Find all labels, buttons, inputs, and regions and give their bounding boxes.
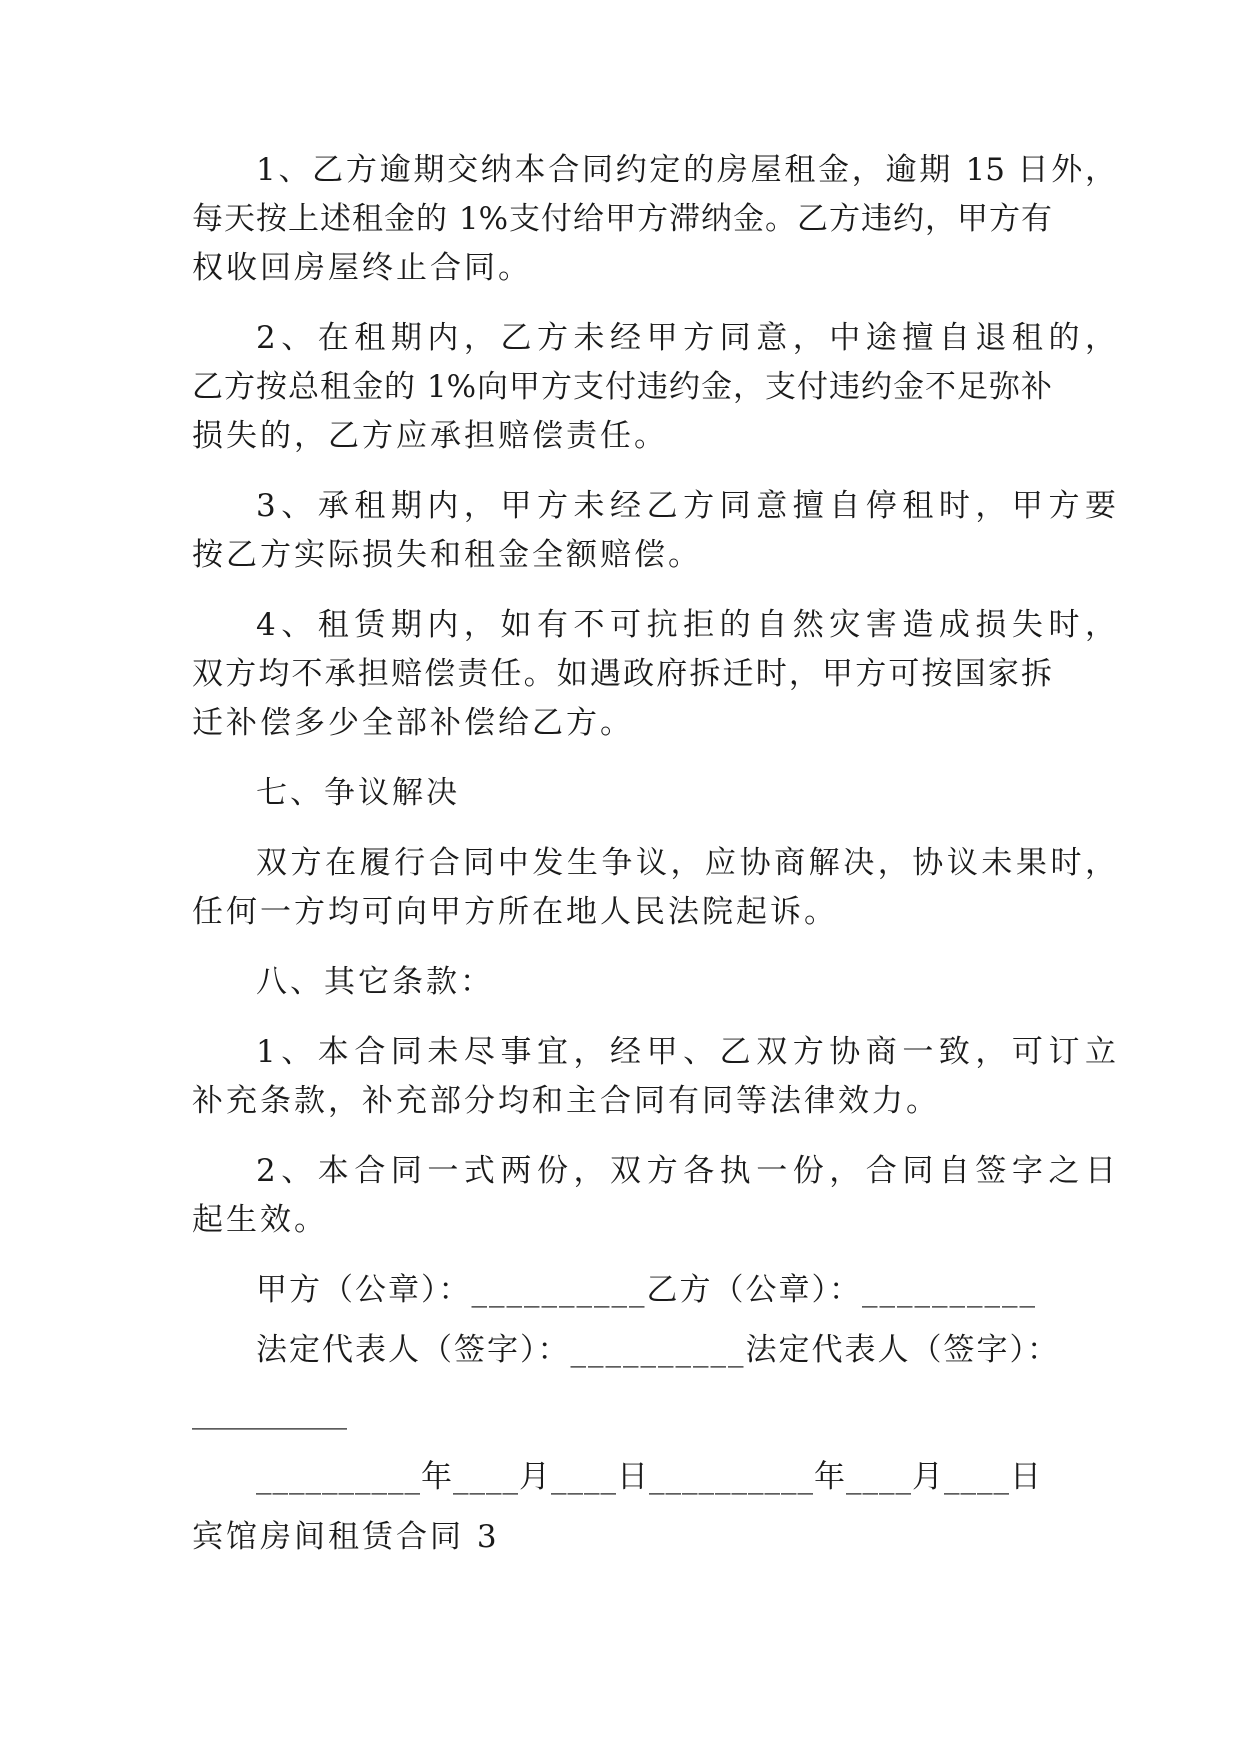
paragraph-line: 2、本合同一式两份，双方各执一份，合同自签字之日	[256, 1153, 1116, 1189]
paragraph-line: 1、本合同未尽事宜，经甲、乙双方协商一致，可订立	[256, 1034, 1116, 1070]
paragraph-line: 损失的，乙方应承担赔偿责任。	[192, 418, 668, 454]
paragraph-line: 2、在租期内，乙方未经甲方同意，中途擅自退租的，	[256, 320, 1116, 356]
date-line: __________年____月____日__________年____月____日	[256, 1459, 1042, 1495]
signature-blank: __________	[192, 1394, 347, 1430]
section-heading: 七、争议解决	[256, 775, 460, 811]
paragraph-line: 起生效。	[192, 1202, 328, 1238]
paragraph-line: 每天按上述租金的 1%支付给甲方滞纳金。乙方违约，甲方有	[192, 201, 1052, 237]
section-heading: 八、其它条款：	[256, 964, 494, 1000]
paragraph-line: 双方在履行合同中发生争议，应协商解决，协议未果时，	[256, 845, 1116, 881]
paragraph-line: 3、承租期内，甲方未经乙方同意擅自停租时，甲方要	[256, 488, 1116, 524]
signature-line: 法定代表人（签字）：__________法定代表人（签字）：	[256, 1332, 1060, 1368]
paragraph-line: 4、租赁期内，如有不可抗拒的自然灾害造成损失时，	[256, 607, 1116, 643]
paragraph-line: 乙方按总租金的 1%向甲方支付违约金，支付违约金不足弥补	[192, 369, 1052, 405]
next-section-title: 宾馆房间租赁合同 3	[192, 1519, 500, 1555]
paragraph-line: 1、乙方逾期交纳本合同约定的房屋租金，逾期 15 日外，	[256, 152, 1116, 188]
paragraph-line: 迁补偿多少全部补偿给乙方。	[192, 705, 634, 741]
paragraph-line: 任何一方均可向甲方所在地人民法院起诉。	[192, 894, 838, 930]
paragraph-line: 权收回房屋终止合同。	[192, 250, 532, 286]
paragraph-line: 双方均不承担赔偿责任。如遇政府拆迁时，甲方可按国家拆	[192, 656, 1052, 692]
seal-line: 甲方（公章）：__________乙方（公章）：__________	[256, 1272, 1037, 1308]
paragraph-line: 补充条款，补充部分均和主合同有同等法律效力。	[192, 1083, 940, 1119]
paragraph-line: 按乙方实际损失和租金全额赔偿。	[192, 537, 702, 573]
